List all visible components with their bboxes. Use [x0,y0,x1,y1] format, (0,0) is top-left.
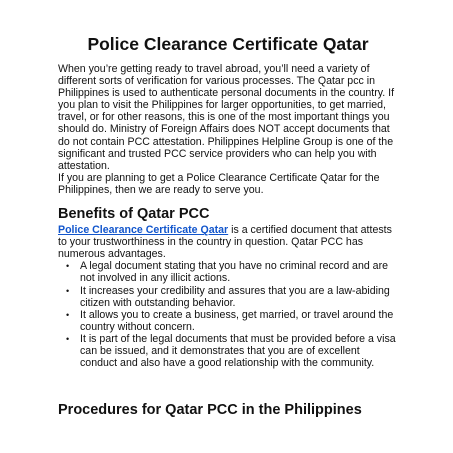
list-item [66,308,398,333]
bullet-icon: • [66,261,70,272]
bullet-icon: • [66,285,70,296]
benefits-lead-text: is a certified document that attests to your trustworthiness in the country in question. Qatar PCC has numerous advantages. [58,224,392,261]
list-item [66,284,398,309]
bullet-icon: • [66,333,70,344]
list-item [66,260,398,285]
list-item-text: It allows you to create a business, get married, or travel around the country without concern. [80,308,394,333]
benefits-list [58,260,398,369]
intro-paragraph-2: If you are planning to get a Police Clearance Certificate Qatar for the Philippines, then we are ready to serve you. [58,171,380,196]
intro-paragraph: When you’re getting ready to travel abroad, you’ll need a variety of different sorts of verification for various processes. The Qatar pcc in Philippines is used to authenticate personal documents in the country. If you plan to visit the Philippines for larger opportunities, to get married, travel, or for other reasons, this is one of the most important things you should do. Ministry of Foreign Affairs does NOT accept documents that do not contain PCC attestation. Philippines Helpline Group is one of the significant and trusted PCC service providers who can help you with attestation. [58,63,395,172]
list-item-text: It is part of the legal documents that must be provided before a visa can be issued, and it demonstrates that you are of excellent conduct and also have a good relationship with the community. [80,332,396,370]
pcc-link[interactable]: Police Clearance Certificate Qatar [58,224,229,237]
benefits-heading: Benefits of Qatar PCC [58,206,210,223]
list-item [66,332,398,370]
list-item-text: A legal document stating that you have no criminal record and are not involved in any illicit actions. [80,260,388,285]
procedures-heading: Procedures for Qatar PCC in the Philippines [58,402,362,419]
document-title: Police Clearance Certificate Qatar [87,34,369,54]
benefits-lead [58,224,398,260]
bullet-icon: • [66,309,70,320]
document-page [58,34,398,419]
list-item-text: It increases your credibility and assures that you are a law-abiding citizen with outstanding behavior. [80,284,390,309]
